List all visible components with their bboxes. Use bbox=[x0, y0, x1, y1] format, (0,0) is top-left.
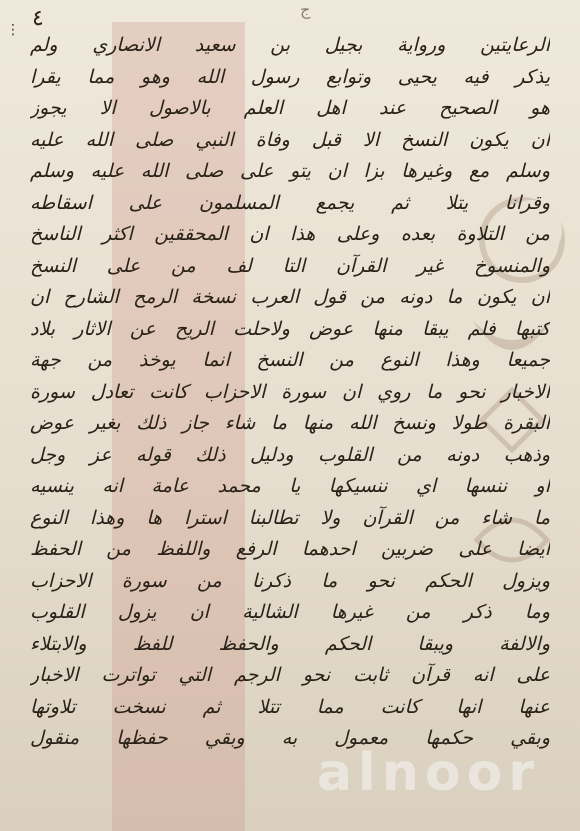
text-line: او ننسها اي ننسيكها يا محمد عامة انه ينسيه bbox=[30, 475, 550, 497]
text-line: البقرة طولا ونسخ الله منها ما شاء جاز ذلك بغير عوض bbox=[30, 412, 550, 434]
manuscript-text bbox=[30, 30, 550, 755]
text-line: هو الصحيح عند اهل العلم بالاصول الا يجوز bbox=[30, 97, 550, 119]
text-line: والالفة ويبقا الحكم والحفظ للفظ والابتلاء bbox=[30, 632, 550, 655]
text-line: ايضا على ضربين احدهما الرفع واللفظ من الحفظ bbox=[30, 538, 550, 560]
text-line: وذهب دونه من القلوب ودليل ذلك قوله عز وجل bbox=[30, 443, 550, 466]
watermark-text: alnoor bbox=[316, 743, 540, 803]
margin-mark: ⋮ bbox=[6, 22, 20, 38]
text-line: ان يكون النسخ الا قبل وفاة النبي صلى الله عليه bbox=[30, 128, 550, 151]
text-line: يذكر فيه يحيى وتوابع رسول الله وهو مما يقرا bbox=[30, 65, 550, 88]
text-line: وما ذكر من غيرها الشالية ان يزول القلوب bbox=[30, 601, 550, 623]
text-line: ان يكون ما دونه من قول العرب نسخة الرمح الشارح ان bbox=[30, 286, 550, 308]
text-line: وسلم مع وغيرها بزا ان يتو على صلى الله عليه وسلم bbox=[30, 160, 550, 182]
text-line: ويزول الحكم نحو ما ذكرنا من سورة الاحزاب bbox=[30, 569, 550, 592]
text-line: الرعايتين ورواية بجيل بن سعيد الانصاري ولم bbox=[30, 34, 550, 56]
text-line: وبقي حكمها معمول به وبقي حفظها منقول bbox=[30, 727, 550, 749]
text-line: كتبها فلم يبقا منها عوض ولاحلت الريح عن الاثار بلاد bbox=[30, 317, 550, 340]
text-line: على انه قرآن ثابت نحو الرجم التي تواترت الاخبار bbox=[30, 664, 550, 686]
text-line: والمنسوخ غير القرآن التا لف من على النسخ bbox=[30, 254, 550, 277]
text-line: ما شاء من القرآن ولا تطالبنا استرا ها وهذا النوع bbox=[30, 506, 550, 529]
text-line: وقرانا يتلا ثم يجمع المسلمون على اسقاطه bbox=[30, 191, 550, 214]
text-line: الاخبار نحو ما روي ان سورة الاحزاب كانت تعادل سورة bbox=[30, 380, 550, 403]
text-line: عنها انها كانت مما تتلا ثم نسخت تلاوتها bbox=[30, 695, 550, 718]
text-line: من التلاوة بعده وعلى هذا ان المحققين اكثر الناسخ bbox=[30, 223, 550, 245]
text-line: جميعا وهذا النوع من النسخ انما يوخذ من جهة bbox=[30, 349, 550, 371]
top-mark: ج bbox=[300, 0, 311, 19]
page-number: ٤ bbox=[32, 6, 44, 31]
